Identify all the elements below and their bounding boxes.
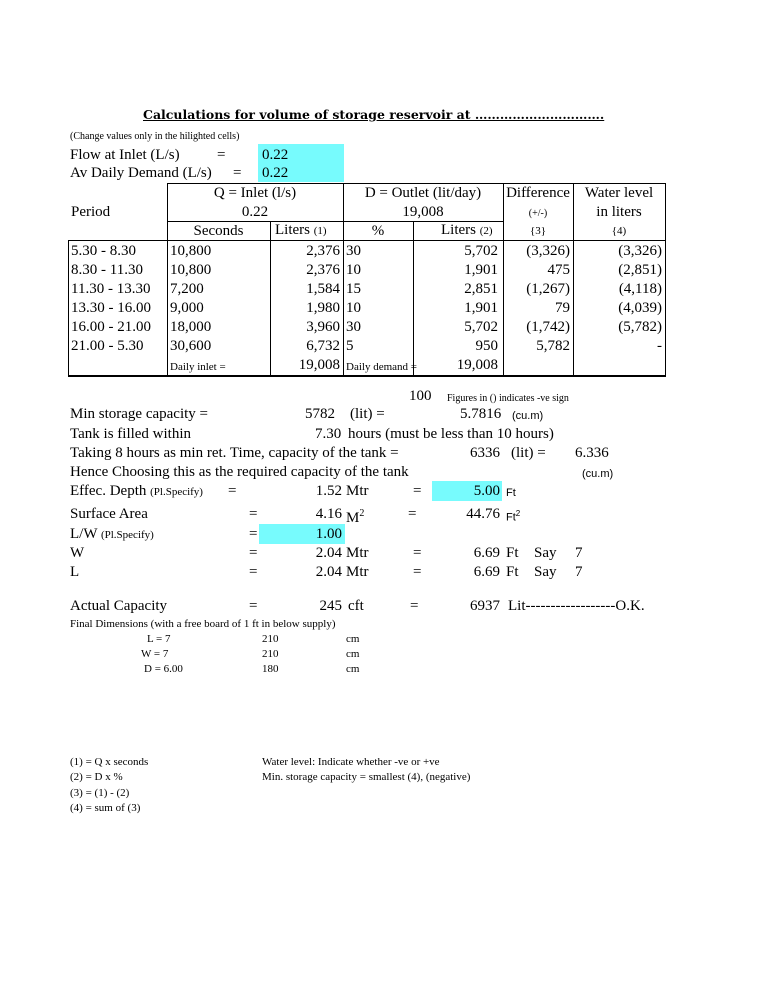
w-value: 2.04	[315, 545, 342, 561]
legend-item: (4) = sum of (3)	[70, 802, 141, 814]
w-say: Say	[534, 545, 557, 561]
filled-within-value: 7.30	[315, 426, 342, 442]
area-label: Surface Area	[70, 506, 148, 522]
d-value: 19,008	[402, 204, 444, 220]
area-equals: =	[249, 506, 258, 522]
w-equals-2: =	[413, 545, 422, 561]
table-row-period: 8.30 - 11.30	[71, 262, 143, 278]
pct-label: %	[371, 223, 385, 239]
final-dim-value: 210	[262, 648, 279, 660]
table-row-seconds: 30,600	[170, 338, 212, 354]
actual-capacity-equals-2: =	[410, 598, 419, 614]
l-say-value: 7	[575, 564, 583, 580]
taking-unit: (lit) =	[511, 445, 546, 461]
table-row-liters2: 5,702	[464, 243, 498, 259]
actual-capacity-status: Lit------------------O.K.	[508, 598, 645, 614]
depth-unit: Mtr	[346, 483, 369, 499]
w-label: W	[70, 545, 85, 561]
table-row-water-level: (2,851)	[618, 262, 662, 278]
final-dim-name: D = 6.00	[144, 663, 183, 675]
pct-total: 100	[409, 388, 432, 404]
table-row-period: 5.30 - 8.30	[71, 243, 136, 259]
daily-inlet-label: Daily inlet =	[170, 361, 226, 373]
l-value: 2.04	[315, 564, 342, 580]
l-say: Say	[534, 564, 557, 580]
liters2-text: Liters	[441, 222, 476, 238]
actual-capacity-unit: cft	[348, 598, 364, 614]
min-storage-value: 5782	[305, 406, 335, 422]
w-equals: =	[249, 545, 258, 561]
table-row-water-level: (3,326)	[618, 243, 662, 259]
figures-note: Figures in () indicates -ve sign	[447, 393, 569, 404]
q-header: Q = Inlet (l/s)	[213, 185, 297, 201]
area-value: 4.16	[315, 506, 342, 522]
depth-equals: =	[228, 483, 237, 499]
flow-inlet-equals: =	[217, 147, 226, 163]
filled-within-label: Tank is filled within	[70, 426, 192, 442]
final-dim-value: 180	[262, 663, 279, 675]
actual-capacity-label: Actual Capacity	[70, 598, 168, 614]
area-ft-sup: 2	[515, 509, 521, 518]
liters2-label	[441, 221, 493, 240]
table-row-liters1: 1,980	[306, 300, 340, 316]
liters1-label	[275, 221, 327, 240]
l-equals: =	[249, 564, 258, 580]
liters1-num: (1)	[313, 225, 327, 237]
table-row-pct: 15	[346, 281, 361, 297]
flow-inlet-label: Flow at Inlet (L/s)	[70, 147, 180, 163]
table-row-period: 21.00 - 5.30	[71, 338, 144, 354]
legend-item: (1) = Q x seconds	[70, 756, 149, 768]
table-row-pct: 5	[346, 338, 354, 354]
min-storage-label: Min storage capacity =	[70, 406, 208, 422]
table-row-diff: 79	[555, 300, 570, 316]
table-row-liters2: 950	[475, 338, 498, 354]
q-value: 0.22	[241, 204, 269, 220]
table-row-seconds: 18,000	[170, 319, 212, 335]
depth-spec: (Pl.Specify)	[150, 486, 203, 498]
water-level-note: Water level: Indicate whether -ve or +ve	[262, 756, 440, 768]
table-row-seconds: 10,800	[170, 262, 212, 278]
daily-demand-input[interactable]: 0.22	[262, 165, 289, 181]
area-unit: M	[346, 510, 360, 526]
daily-demand-equals: =	[233, 165, 242, 181]
final-dim-unit: cm	[346, 633, 360, 645]
l-equals-2: =	[413, 564, 422, 580]
page-title: Calculations for volume of storage reservoir at ………………………….	[143, 107, 605, 122]
l-label: L	[70, 564, 80, 580]
final-dim-name: W = 7	[141, 648, 169, 660]
diff-num: {3}	[529, 225, 547, 237]
daily-demand-total-label: Daily demand =	[346, 361, 417, 373]
table-row-liters1: 3,960	[306, 319, 340, 335]
min-storage-note: Min. storage capacity = smallest (4), (negative)	[262, 771, 471, 783]
table-row-diff: (3,326)	[526, 243, 570, 259]
hence-unit: (cu.m)	[582, 468, 614, 480]
table-row-liters1: 2,376	[306, 243, 340, 259]
table-row-seconds: 10,800	[170, 243, 212, 259]
w-say-value: 7	[575, 545, 583, 561]
w-unit: Mtr	[346, 545, 369, 561]
rows-top-border	[68, 240, 666, 241]
l-ft: 6.69	[473, 564, 500, 580]
table-row-period: 16.00 - 21.00	[71, 319, 151, 335]
table-row-diff: (1,267)	[526, 281, 570, 297]
min-storage-cum: 5.7816	[460, 406, 502, 422]
lw-label: L/W	[70, 526, 98, 542]
period-label: Period	[71, 204, 111, 220]
liters1-text: Liters	[275, 222, 310, 238]
table-row-liters1: 2,376	[306, 262, 340, 278]
area-ft-unit: Ft	[506, 511, 516, 524]
table-row-diff: 5,782	[536, 338, 570, 354]
table-row-pct: 30	[346, 319, 361, 335]
w-ft-unit: Ft	[506, 545, 519, 561]
table-row-liters2: 1,901	[464, 262, 498, 278]
table-row-water-level: (5,782)	[618, 319, 662, 335]
water-level-sub: in liters	[596, 204, 642, 220]
final-dim-value: 210	[262, 633, 279, 645]
table-border-left	[68, 240, 69, 376]
table-row-liters1: 1,584	[306, 281, 340, 297]
final-dimensions-label: Final Dimensions (with a free board of 1 ft in below supply)	[70, 618, 336, 630]
table-row-liters1: 6,732	[306, 338, 340, 354]
table-row-pct: 10	[346, 300, 361, 316]
legend-item: (3) = (1) - (2)	[70, 787, 130, 799]
final-dim-unit: cm	[346, 648, 360, 660]
final-dim-unit: cm	[346, 663, 360, 675]
area-ft: 44.76	[466, 506, 500, 522]
area-unit-sup: 2	[359, 508, 365, 519]
table-row-water-level: -	[657, 338, 662, 354]
daily-inlet-value: 19,008	[298, 357, 340, 373]
min-storage-cum-unit: (cu.m)	[512, 410, 544, 422]
table-row-seconds: 7,200	[170, 281, 204, 297]
legend-item: (2) = D x %	[70, 771, 123, 783]
lw-equals: =	[249, 526, 258, 542]
hence-label: Hence Choosing this as the required capacity of the tank	[70, 464, 409, 480]
water-level-num: {4)	[611, 225, 627, 237]
table-row-seconds: 9,000	[170, 300, 204, 316]
lw-spec: (Pl.Specify)	[100, 529, 154, 541]
table-row-liters2: 2,851	[464, 281, 498, 297]
seconds-label: Seconds	[193, 223, 244, 239]
taking-cum: 6.336	[575, 445, 609, 461]
area-equals-2: =	[408, 506, 417, 522]
l-ft-unit: Ft	[506, 564, 519, 580]
table-row-water-level: (4,118)	[618, 281, 662, 297]
diff-sub: (+/-)	[528, 208, 548, 219]
table-row-liters2: 1,901	[464, 300, 498, 316]
water-level-header: Water level	[584, 185, 654, 201]
lw-input[interactable]: 1.00	[315, 526, 342, 542]
daily-demand-total-value: 19,008	[456, 357, 498, 373]
table-row-pct: 10	[346, 262, 361, 278]
flow-inlet-input[interactable]: 0.22	[262, 147, 289, 163]
depth-label: Effec. Depth	[70, 483, 147, 499]
table-row-liters2: 5,702	[464, 319, 498, 335]
d-header: D = Outlet (lit/day)	[364, 185, 482, 201]
actual-capacity-lit: 6937	[470, 598, 500, 614]
depth-ft-input[interactable]: 5.00	[473, 483, 500, 499]
actual-capacity-equals: =	[249, 598, 258, 614]
table-row-diff: 475	[547, 262, 570, 278]
w-ft: 6.69	[473, 545, 500, 561]
actual-capacity-value: 245	[319, 598, 342, 614]
table-row-diff: (1,742)	[526, 319, 570, 335]
min-storage-unit: (lit) =	[350, 406, 385, 422]
liters2-num: (2)	[479, 225, 493, 237]
change-values-note: (Change values only in the hilighted cells)	[70, 131, 240, 142]
diff-header: Difference	[506, 185, 570, 201]
taking-value: 6336	[470, 445, 500, 461]
depth-ft-unit: Ft	[506, 487, 516, 499]
taking-label: Taking 8 hours as min ret. Time, capacity of the tank =	[70, 445, 399, 461]
daily-demand-label: Av Daily Demand (L/s)	[70, 165, 212, 181]
depth-equals-2: =	[413, 483, 422, 499]
depth-value: 1.52	[315, 483, 342, 499]
filled-within-text: hours (must be less than 10 hours)	[348, 426, 554, 442]
table-row-period: 13.30 - 16.00	[71, 300, 151, 316]
final-dim-name: L = 7	[147, 633, 171, 645]
l-unit: Mtr	[346, 564, 369, 580]
table-border-right	[665, 183, 666, 376]
table-row-period: 11.30 - 13.30	[71, 281, 151, 297]
table-row-water-level: (4,039)	[618, 300, 662, 316]
table-row-pct: 30	[346, 243, 361, 259]
